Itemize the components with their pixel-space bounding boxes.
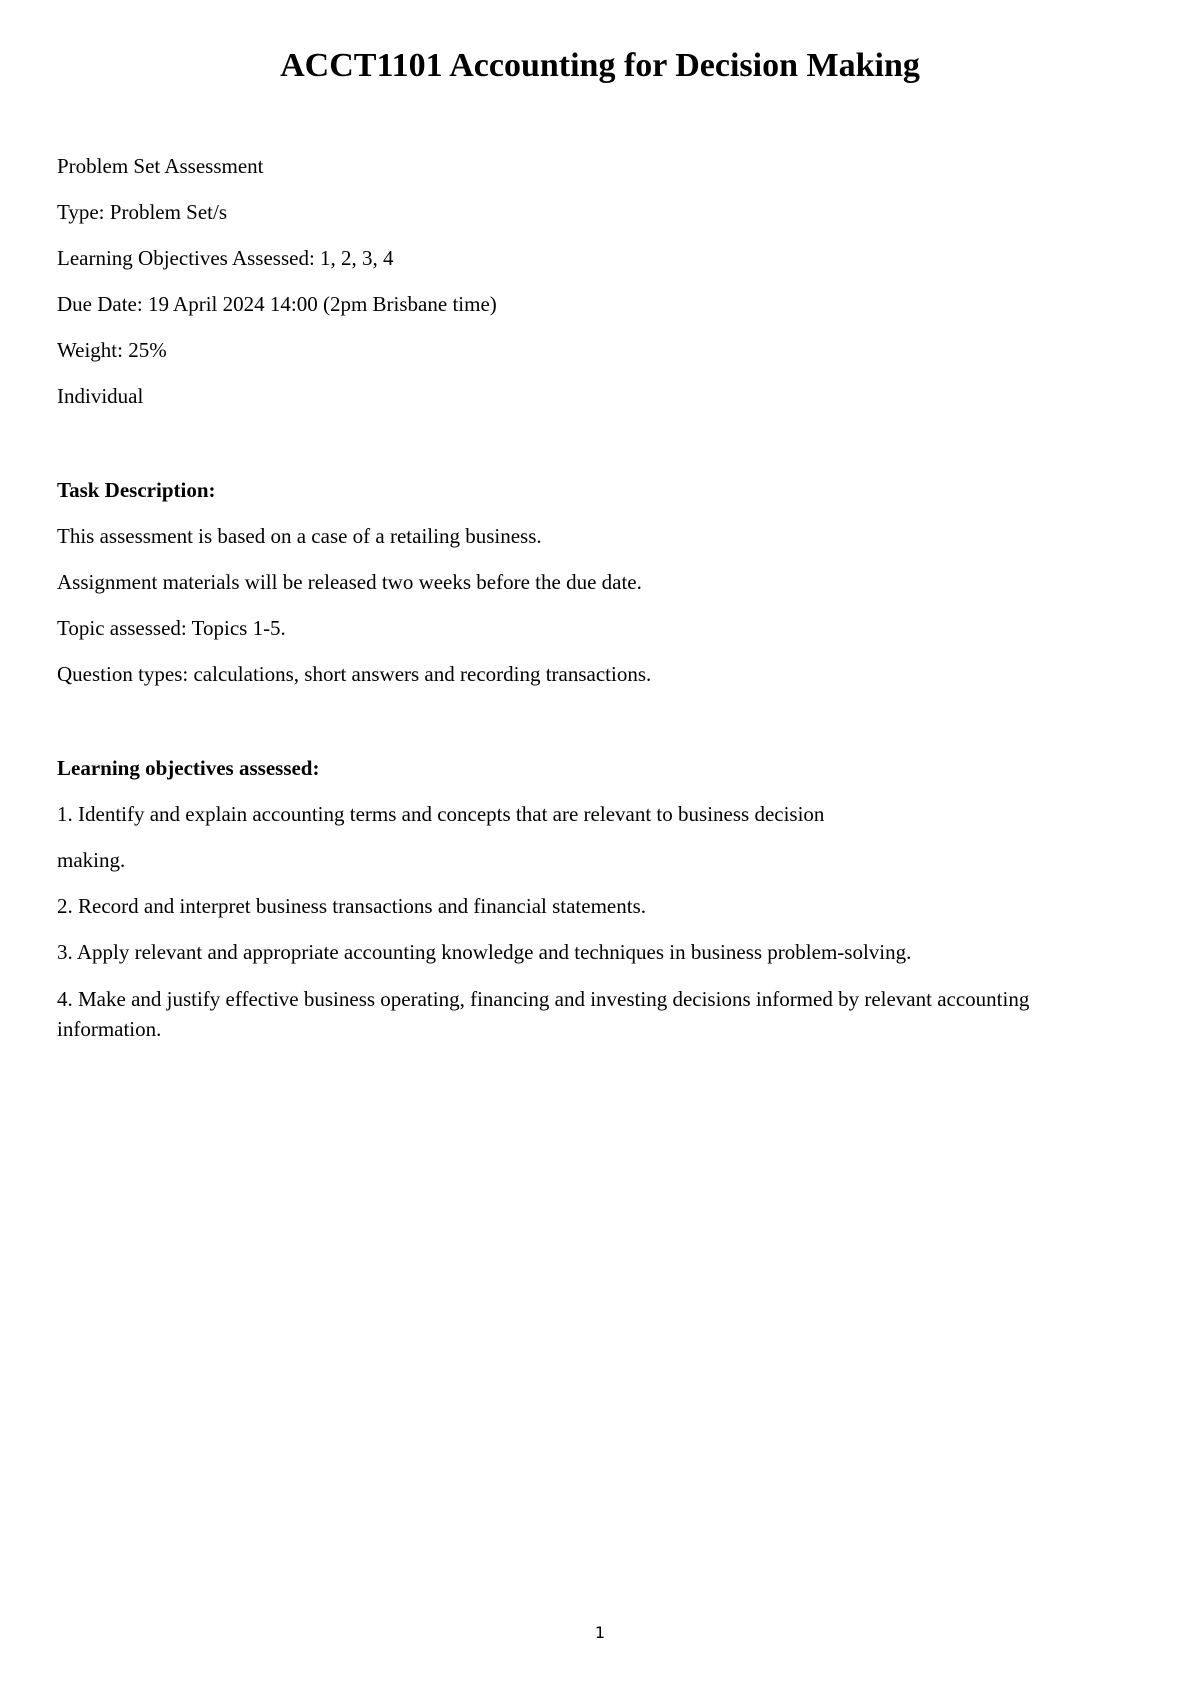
learning-objectives-heading: Learning objectives assessed:	[57, 756, 320, 780]
info-line-individual: Individual	[57, 384, 144, 408]
learning-objective-item: 2. Record and interpret business transactions and financial statements.	[57, 894, 646, 918]
info-line-type: Type: Problem Set/s	[57, 200, 228, 224]
info-line-objectives: Learning Objectives Assessed: 1, 2, 3, 4	[57, 246, 394, 270]
info-line-assessment-name: Problem Set Assessment	[57, 154, 264, 178]
page-number: 1	[594, 1623, 606, 1642]
task-description-heading: Task Description:	[57, 478, 216, 502]
task-description-line: Question types: calculations, short answers and recording transactions.	[57, 662, 652, 686]
info-line-due-date: Due Date: 19 April 2024 14:00 (2pm Brisbane time)	[57, 292, 497, 316]
learning-objective-item-continuation: making.	[57, 848, 126, 872]
task-description-line: Assignment materials will be released two weeks before the due date.	[57, 570, 642, 594]
learning-objective-item: 1. Identify and explain accounting terms and concepts that are relevant to business decision	[57, 802, 825, 826]
info-line-weight: Weight: 25%	[57, 338, 167, 362]
document-title: ACCT1101 Accounting for Decision Making	[280, 47, 920, 84]
task-description-line: This assessment is based on a case of a retailing business.	[57, 524, 542, 548]
task-description-line: Topic assessed: Topics 1-5.	[57, 616, 286, 640]
learning-objective-item: 4. Make and justify effective business operating, financing and investing decisions informed by relevant accounting information.	[57, 987, 1030, 1041]
learning-objective-item: 3. Apply relevant and appropriate accounting knowledge and techniques in business problem-solving.	[57, 940, 912, 964]
